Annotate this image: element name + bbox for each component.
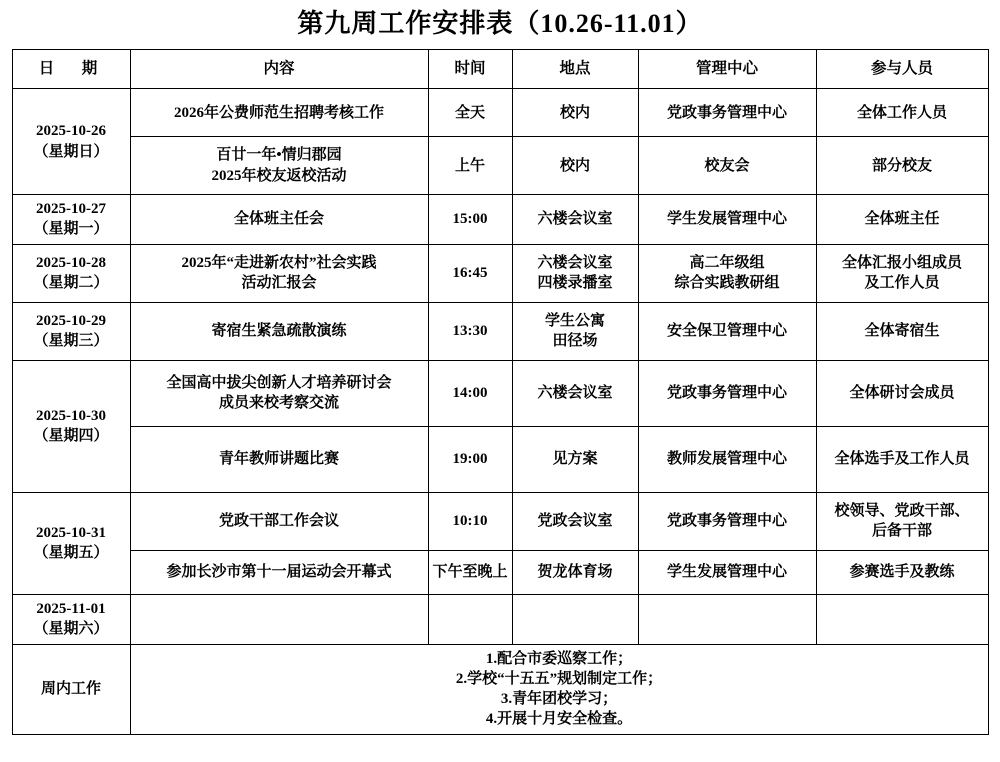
center-cell [638,137,816,195]
people-line: 全体汇报小组成员 [841,254,962,271]
weekly-work-label: 周内工作 [12,644,130,734]
page-title: 第九周工作安排表（10.26-11.01） [297,9,703,38]
place-cell [512,550,638,594]
content-cell [130,89,428,137]
people-line: 及工作人员 [864,275,940,292]
people-line: 部分校友 [871,157,932,174]
place-cell [512,244,638,302]
date-line-2: （星期二） [33,275,109,292]
date-line-2: （星期三） [33,333,109,350]
weekly-schedule-table [12,49,989,735]
center-cell [638,426,816,492]
center-line: 教师发展管理中心 [666,451,787,468]
center-cell [638,550,816,594]
content-line: 寄宿生紧急疏散演练 [211,323,347,340]
center-cell [638,360,816,426]
place-line: 田径场 [552,333,598,350]
column-header-place: 地点 [512,50,638,89]
date-line-2: （星期四） [33,428,109,445]
content-line: 青年教师讲题比赛 [218,451,339,468]
place-line: 学生公寓 [544,312,605,329]
weekly-work-list [130,644,988,734]
date-line-1: 2025-10-31 [36,524,106,541]
date-cell [12,244,130,302]
place-cell [512,195,638,245]
date-line-1: 2025-10-30 [36,407,106,424]
content-cell [130,195,428,245]
place-line: 见方案 [552,451,598,468]
date-line-1: 2025-10-27 [36,201,106,218]
content-cell [130,244,428,302]
weekly-work-row [12,644,988,734]
people-line: 校领导、党政干部、 [834,502,970,519]
column-header-center: 管理中心 [638,50,816,89]
weekly-work-item: 1.配合市委巡察工作； [485,650,633,667]
center-cell [638,492,816,550]
date-line-1: 2025-11-01 [36,600,106,617]
time-cell: 16:45 [428,244,512,302]
table-row [12,302,988,360]
people-cell [816,594,988,644]
time-cell: 15:00 [428,195,512,245]
people-line: 全体工作人员 [856,104,947,121]
people-cell [816,426,988,492]
weekly-work-item: 2.学校“十五五”规划制定工作； [455,670,663,687]
weekly-work-item: 4.开展十月安全检查。 [485,711,633,728]
center-line: 高二年级组 [689,254,765,271]
content-line: 全体班主任会 [233,211,324,228]
table-row [12,360,988,426]
date-line-1: 2025-10-26 [36,123,106,140]
date-cell [12,594,130,644]
table-row [12,594,988,644]
place-cell [512,360,638,426]
column-header-date: 日 期 [12,50,130,89]
date-line-2: （星期一） [33,221,109,238]
content-cell [130,492,428,550]
table-row [12,550,988,594]
content-line: 活动汇报会 [241,275,317,292]
content-line: 2026年公费师范生招聘考核工作 [173,104,384,121]
people-line: 全体研讨会成员 [849,385,955,402]
content-cell [130,302,428,360]
people-line: 后备干部 [871,523,932,540]
date-cell [12,360,130,492]
center-line: 学生发展管理中心 [666,564,787,581]
people-line: 全体班主任 [864,211,940,228]
place-line: 贺龙体育场 [537,564,613,581]
content-cell [130,594,428,644]
date-line-2: （星期五） [33,545,109,562]
people-cell [816,302,988,360]
content-cell [130,426,428,492]
place-cell [512,302,638,360]
center-line: 党政事务管理中心 [666,513,787,530]
people-cell [816,360,988,426]
place-line: 六楼会议室 [537,211,613,228]
content-line: 全国高中拔尖创新人才培养研讨会 [166,374,392,391]
time-cell: 上午 [428,137,512,195]
content-line: 2025年“走进新农村”社会实践 [181,254,377,271]
time-cell: 14:00 [428,360,512,426]
table-row [12,137,988,195]
place-cell [512,89,638,137]
people-line: 参赛选手及教练 [849,564,955,581]
table-row [12,195,988,245]
column-header-people: 参与人员 [816,50,988,89]
time-cell: 19:00 [428,426,512,492]
content-cell [130,550,428,594]
place-line: 校内 [559,157,590,174]
table-header-row [12,50,988,89]
place-line: 六楼会议室 [537,385,613,402]
center-line: 校友会 [704,157,750,174]
content-cell [130,137,428,195]
center-line: 综合实践教研组 [674,275,780,292]
center-line: 党政事务管理中心 [666,104,787,121]
center-line: 党政事务管理中心 [666,385,787,402]
people-cell [816,550,988,594]
date-line-1: 2025-10-29 [36,312,106,329]
time-cell [428,594,512,644]
people-cell [816,89,988,137]
people-cell [816,492,988,550]
content-line: 2025年校友返校活动 [211,167,347,184]
place-cell [512,137,638,195]
place-cell [512,594,638,644]
date-cell [12,492,130,594]
date-line-2: （星期日） [33,143,109,160]
column-header-time: 时间 [428,50,512,89]
place-cell [512,426,638,492]
date-cell [12,195,130,245]
people-cell [816,137,988,195]
place-cell [512,492,638,550]
time-cell: 全天 [428,89,512,137]
time-cell: 13:30 [428,302,512,360]
content-line: 百廿一年•情归郡园 [216,147,342,164]
date-line-1: 2025-10-28 [36,254,106,271]
place-line: 党政会议室 [537,513,613,530]
place-line: 六楼会议室 [537,254,613,271]
people-line: 全体寄宿生 [864,323,940,340]
place-line: 四楼录播室 [537,275,613,292]
center-cell [638,244,816,302]
time-cell: 10:10 [428,492,512,550]
people-cell [816,244,988,302]
center-cell [638,302,816,360]
date-cell [12,302,130,360]
time-cell: 下午至晚上 [428,550,512,594]
table-row [12,244,988,302]
center-cell [638,89,816,137]
content-cell [130,360,428,426]
center-line: 学生发展管理中心 [666,211,787,228]
place-line: 校内 [559,104,590,121]
center-line: 安全保卫管理中心 [666,323,787,340]
center-cell [638,594,816,644]
weekly-work-item: 3.青年团校学习； [500,691,618,708]
table-row [12,492,988,550]
center-cell [638,195,816,245]
table-row [12,89,988,137]
date-line-2: （星期六） [33,621,109,638]
people-cell [816,195,988,245]
table-row [12,426,988,492]
people-line: 全体选手及工作人员 [834,451,970,468]
date-cell [12,89,130,195]
content-line: 成员来校考察交流 [218,395,339,412]
column-header-content: 内容 [130,50,428,89]
content-line: 参加长沙市第十一届运动会开幕式 [166,564,392,581]
content-line: 党政干部工作会议 [218,513,339,530]
